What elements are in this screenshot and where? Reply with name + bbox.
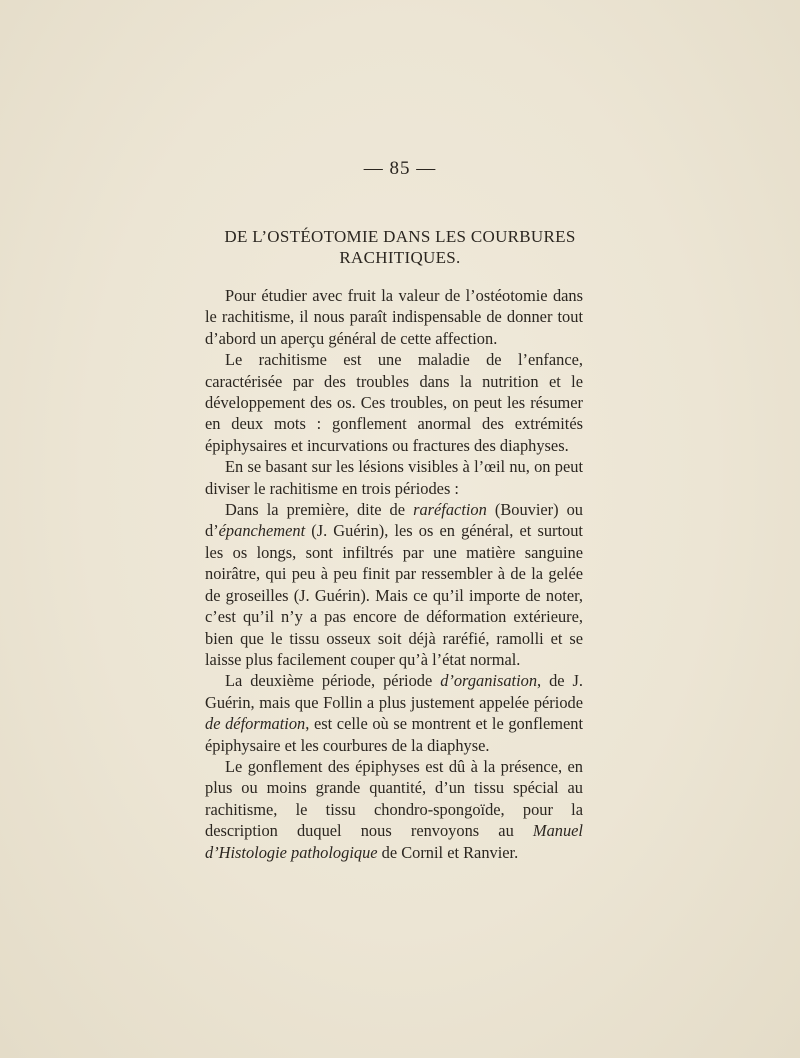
chapter-title-line-1: DE L’OSTÉOTOMIE DANS LES COURBURES [224,227,576,246]
paragraph-4 [205,499,583,670]
paragraph-5-text-a: La deuxième période, période [225,671,441,691]
term-deformation: de déformation [205,714,306,734]
paragraph-4-text-e: (J. Guérin), les os en général, et surtout les os longs, sont infiltrés par une matière sanguine noirâtre, qui peu à peu finit par ressembler à de la gelée de groseilles (J. Guérin). Mais ce qu’il importe de noter, c’est qu’il n’y a pas encore de déformation extérieure, bien que le tissu osseux soit déjà raréfié, ramolli et se laisse plus facilement couper qu’à l’état normal. [205,521,583,669]
paragraph-1: Pour étudier avec fruit la valeur de l’ostéotomie dans le rachitisme, il nous paraît indispensable de donner tout d’abord un aperçu général de cette affection. [205,286,583,348]
term-organisation: d’organisation [440,671,538,691]
body-text [205,285,583,863]
paragraph-3: En se basant sur les lésions visibles à l’œil nu, on peut diviser le rachitisme en trois périodes : [205,457,583,498]
paragraph-5 [205,670,583,756]
paragraph-4-text-c: (Bouvier) ou d’ [205,500,584,541]
chapter-title-line-2: RACHITIQUES. [339,248,461,267]
paragraph-4-text-a: Dans la première, dite de [225,500,414,520]
paragraph-2: Le rachitisme est une maladie de l’enfance, caractérisée par des troubles dans la nutrition et le développement des os. Ces troubles, on peut les résumer en deux mots : gonflement anormal des extrémités épiphysaires et incurvations ou fractures des diaphyses. [205,350,583,455]
paragraph-5-text-e: , est celle où se montrent et le gonflement épiphysaire et les courbures de la diaphyse. [205,714,583,755]
paragraph-6 [205,756,583,863]
paragraph-6-text-c: de Cornil et Ranvier. [377,842,519,862]
chapter-title [160,226,640,268]
paragraph-5-text-c: , de J. Guérin, mais que Follin a plus justement appelée période [205,671,583,712]
paragraph-6-text-a: Le gonflement des épiphyses est dû à la présence, en plus ou moins grande quantité, d’un tissu spécial au rachitisme, le tissu chondro-spongoïde, pour la description duquel nous renvoyons au [205,756,583,841]
book-reference: Manuel d’Histologie pathologique [205,821,583,862]
page-number: — 85 — [363,158,437,179]
term-epanchement: épanchement [218,521,306,541]
term-rarefaction: raréfaction [413,500,487,520]
